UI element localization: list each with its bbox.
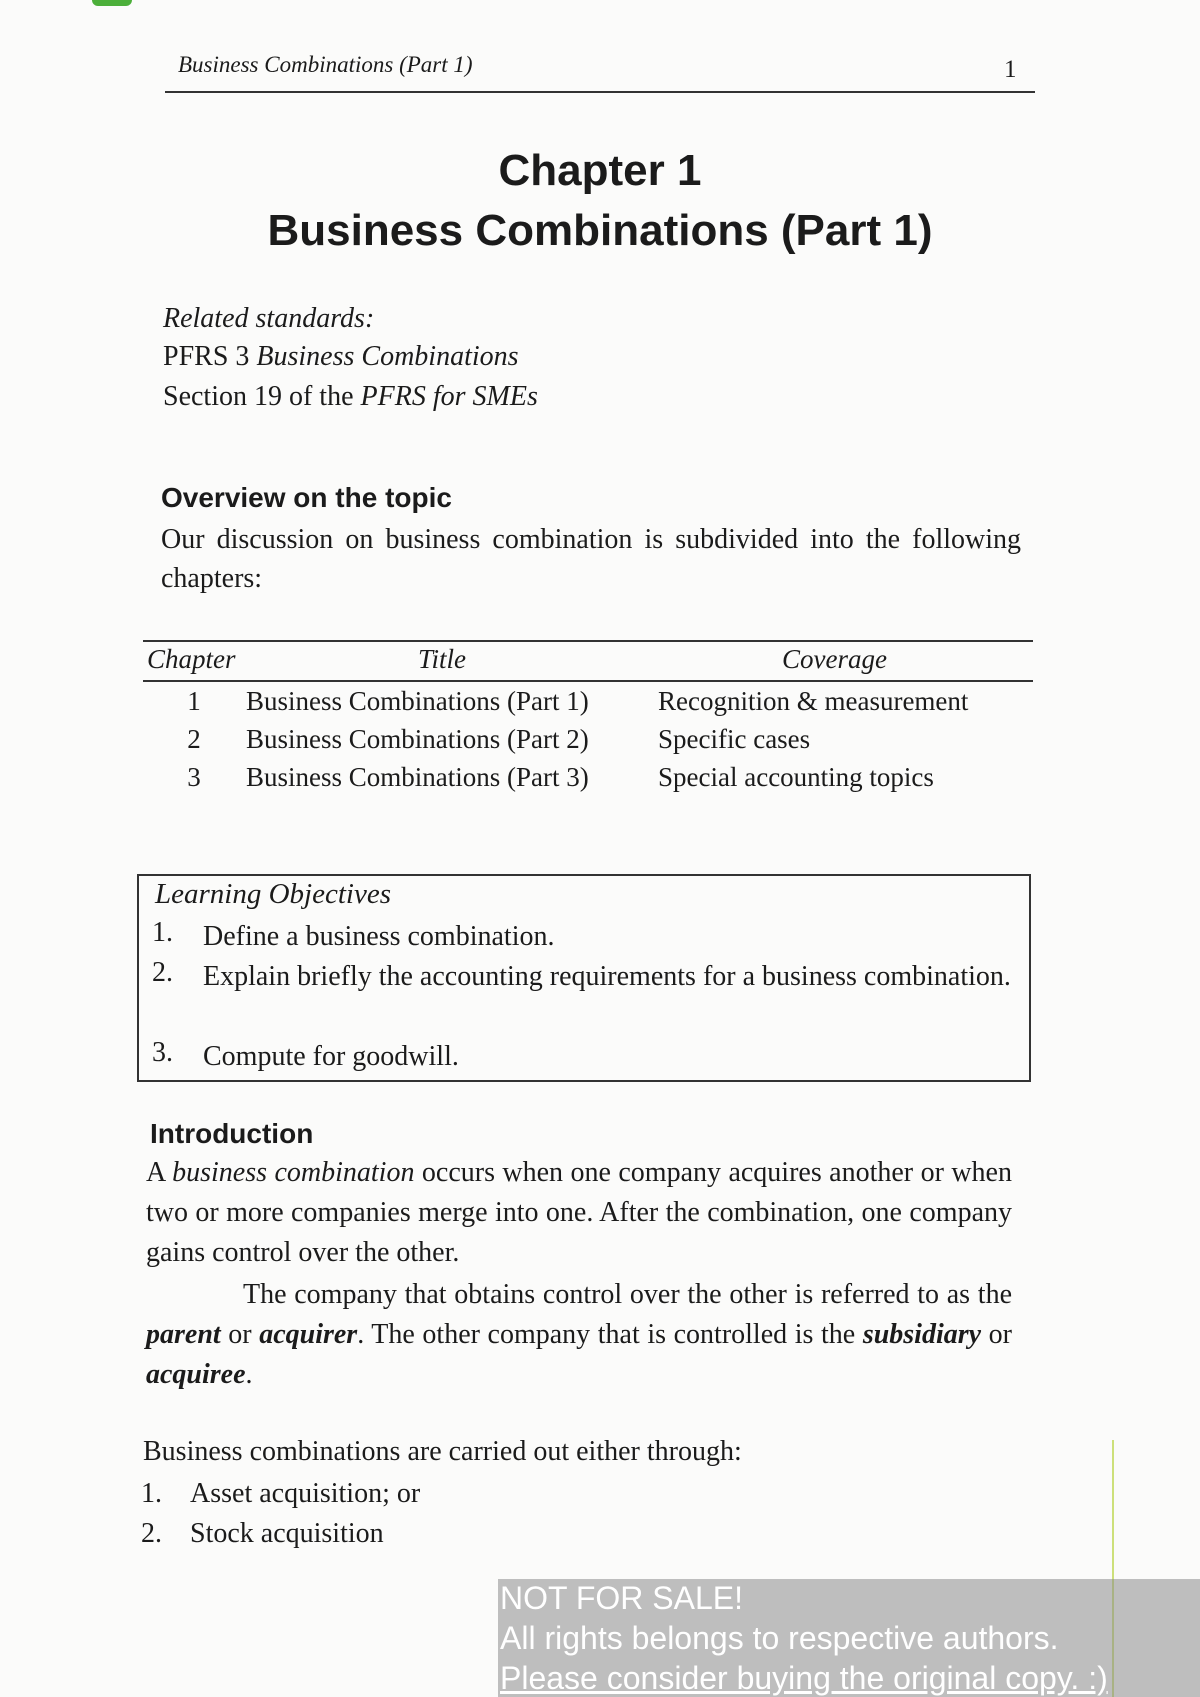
header-rule	[165, 91, 1035, 93]
table-cell-title: Business Combinations (Part 2)	[246, 724, 589, 754]
standard-name: Business Combinations	[256, 341, 519, 372]
table-cell-chapter: 3	[187, 762, 201, 792]
standard-name: PFRS for SMEs	[360, 381, 538, 412]
objective-text: Explain briefly the accounting requirements for a business combination.	[203, 961, 1011, 992]
watermark-line: All rights belongs to respective authors.	[500, 1620, 1059, 1656]
table-top-rule	[143, 640, 1033, 642]
term-acquirer: acquirer	[259, 1319, 358, 1350]
table-cell-title: Business Combinations (Part 3)	[246, 762, 589, 792]
methods-lead-text: Business combinations are carried out either through:	[143, 1436, 742, 1467]
method-number: 2.	[141, 1518, 162, 1549]
overview-text: Our discussion on business combination is subdivided into the following chapters:	[161, 524, 1021, 594]
text-run: A	[146, 1157, 173, 1188]
watermark-line: NOT FOR SALE!	[500, 1580, 744, 1616]
text-run: or	[220, 1319, 260, 1350]
scan-mark	[92, 0, 132, 6]
chapter-label: Chapter 1	[498, 146, 702, 195]
table-cell-chapter: 1	[187, 686, 201, 716]
text-run: or	[981, 1319, 1012, 1350]
watermark-line: Please consider buying the original copy. :)	[500, 1660, 1108, 1696]
overview-heading: Overview on the topic	[161, 482, 452, 513]
table-header-rule	[143, 680, 1033, 682]
column-header-coverage: Coverage	[782, 644, 887, 674]
term-acquiree: acquiree	[146, 1359, 246, 1390]
objective-number: 3.	[152, 1037, 173, 1068]
standard-code: PFRS 3	[163, 341, 257, 372]
table-cell-chapter: 2	[187, 724, 201, 754]
method-text: Stock acquisition	[190, 1518, 384, 1549]
running-title: Business Combinations (Part 1)	[178, 52, 473, 77]
objective-number: 1.	[152, 917, 173, 948]
standard-item	[163, 341, 519, 373]
method-text: Asset acquisition; or	[190, 1478, 421, 1509]
objective-text: Define a business combination.	[203, 921, 555, 952]
introduction-paragraph	[146, 1153, 1012, 1273]
standard-item	[163, 381, 538, 413]
introduction-heading: Introduction	[150, 1118, 314, 1149]
table-cell-title: Business Combinations (Part 1)	[246, 686, 589, 716]
introduction-paragraph	[146, 1275, 1012, 1395]
page-number: 1	[1004, 56, 1017, 83]
objective-number: 2.	[152, 957, 173, 988]
table-cell-coverage: Recognition & measurement	[658, 686, 969, 716]
text-run: occurs when one company acquires another or when two or more companies merge into one. After the combination, one company gains control over the other.	[146, 1157, 1012, 1268]
table-cell-coverage: Special accounting topics	[658, 762, 934, 792]
method-number: 1.	[141, 1478, 162, 1509]
column-header-title: Title	[418, 644, 467, 674]
term-parent: parent	[146, 1319, 221, 1350]
term-business-combination: business combination	[172, 1157, 415, 1188]
objective-text: Compute for goodwill.	[203, 1041, 459, 1072]
text-run: .	[245, 1359, 253, 1390]
text-run: . The other company that is controlled is the	[357, 1319, 863, 1350]
learning-objectives-heading: Learning Objectives	[155, 878, 391, 910]
text-run: The company that obtains control over the other is referred to as the	[243, 1279, 1012, 1310]
related-standards-heading: Related standards:	[163, 303, 375, 334]
term-subsidiary: subsidiary	[862, 1319, 982, 1350]
table-cell-coverage: Specific cases	[658, 724, 811, 754]
chapter-title: Business Combinations (Part 1)	[267, 206, 933, 255]
column-header-chapter: Chapter	[147, 644, 236, 674]
standard-prefix: Section 19 of the	[163, 381, 361, 412]
